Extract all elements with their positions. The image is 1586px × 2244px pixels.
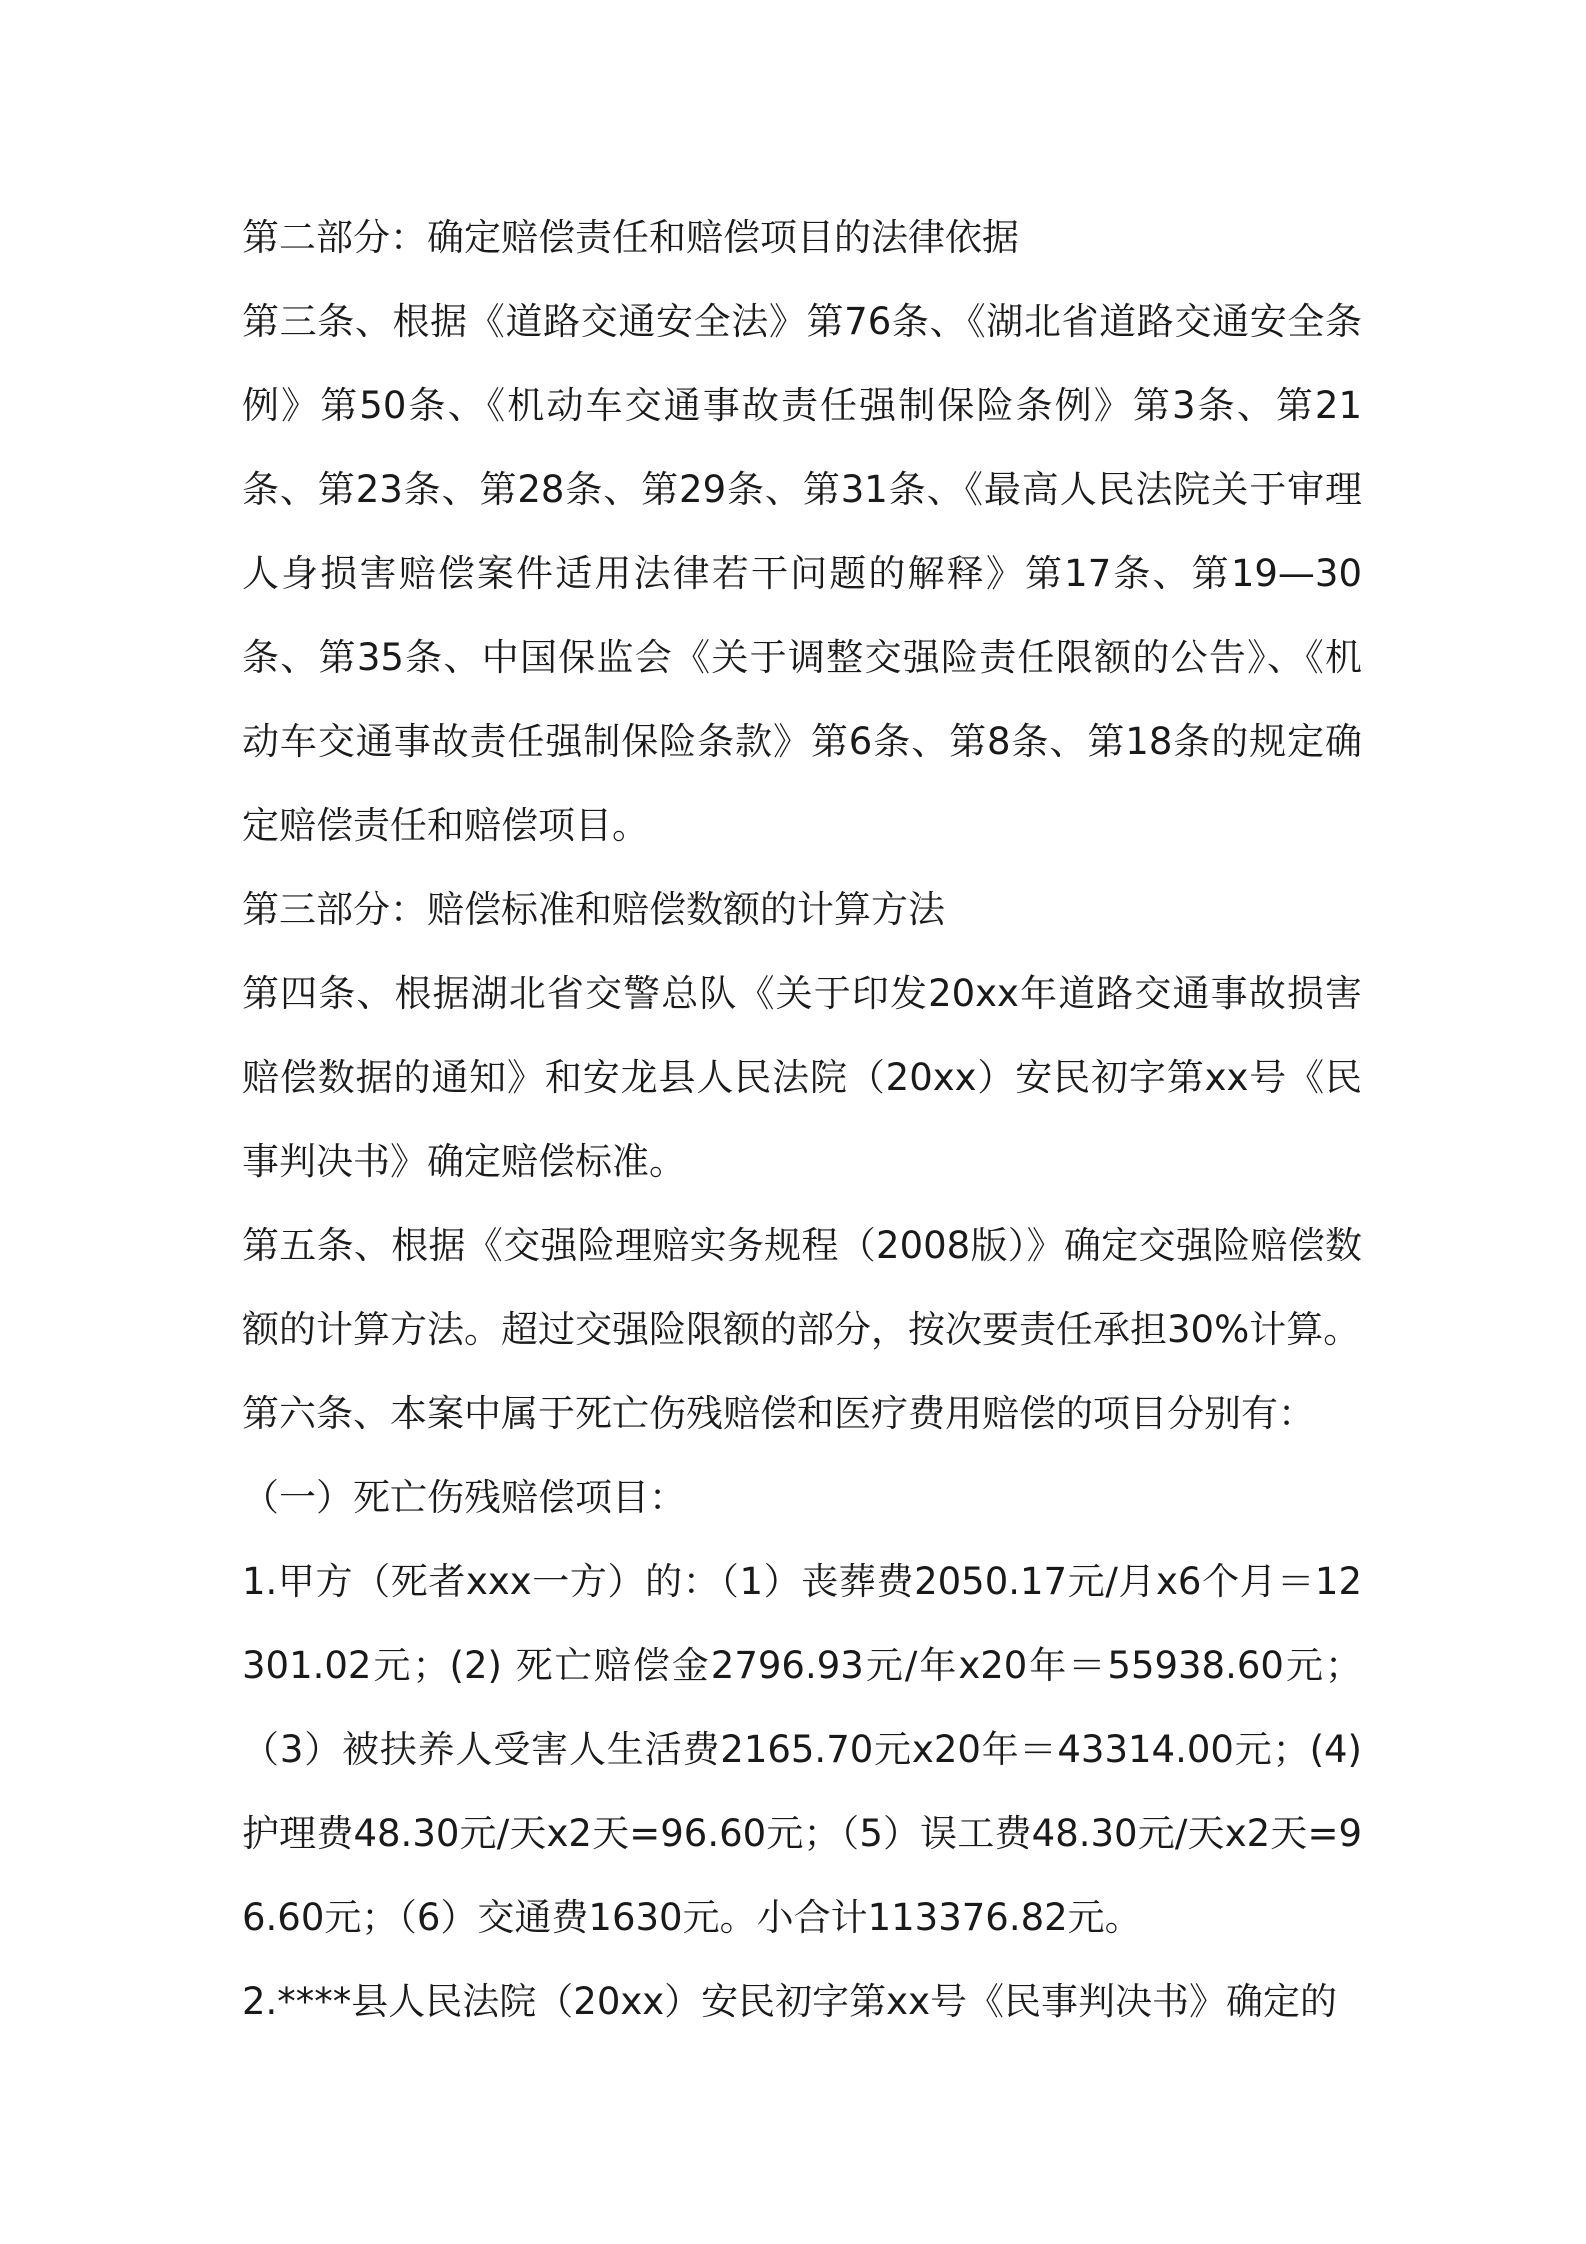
item-one-party-a: 1.甲方（死者xxx一方）的：（1）丧葬费2050.17元/月x6个月＝12301.02元；(2) 死亡赔偿金2796.93元/年x20年＝55938.60元；（3）被扶养人受害人生活费2165.70元x20年＝43314.00元；(4) 护理费48.30元/天x2天=96.60元；（5）误工费48.30元/天x2天=96.60元；（6）交通费1630元。小合计113376.82元。 <box>242 1560 1362 1939</box>
article-six: 第六条、本案中属于死亡伤残赔偿和医疗费用赔偿的项目分别有： <box>242 1392 1315 1435</box>
item-two-court-judgment: 2.****县人民法院（20xx）安民初字第xx号《民事判决书》确定的 <box>242 1980 1337 2023</box>
article-five: 第五条、根据《交强险理赔实务规程（2008版）》确定交强险赔偿数额的计算方法。超过交强险限额的部分，按次要责任承担30%计算。 <box>242 1224 1362 1351</box>
article-three: 第三条、根据《道路交通安全法》第76条、《湖北省道路交通安全条例》第50条、《机动车交通事故责任强制保险条例》第3条、第21条、第23条、第28条、第29条、第31条、《最高人民法院关于审理人身损害赔偿案件适用法律若干问题的解释》第17条、第19—30条、第35条、中国保监会《关于调整交强险责任限额的公告》、《机动车交通事故责任强制保险条款》第6条、第8条、第18条的规定确定赔偿责任和赔偿项目。 <box>242 300 1362 847</box>
document-body <box>242 196 1362 2044</box>
article-four: 第四条、根据湖北省交警总队《关于印发20xx年道路交通事故损害赔偿数据的通知》和安龙县人民法院（20xx）安民初字第xx号《民事判决书》确定赔偿标准。 <box>242 972 1362 1183</box>
section-heading-part-three: 第三部分：赔偿标准和赔偿数额的计算方法 <box>242 888 945 931</box>
subheading-death-disability-items: （一）死亡伤残赔偿项目： <box>242 1476 686 1519</box>
section-heading-part-two: 第二部分：确定赔偿责任和赔偿项目的法律依据 <box>242 216 1019 259</box>
